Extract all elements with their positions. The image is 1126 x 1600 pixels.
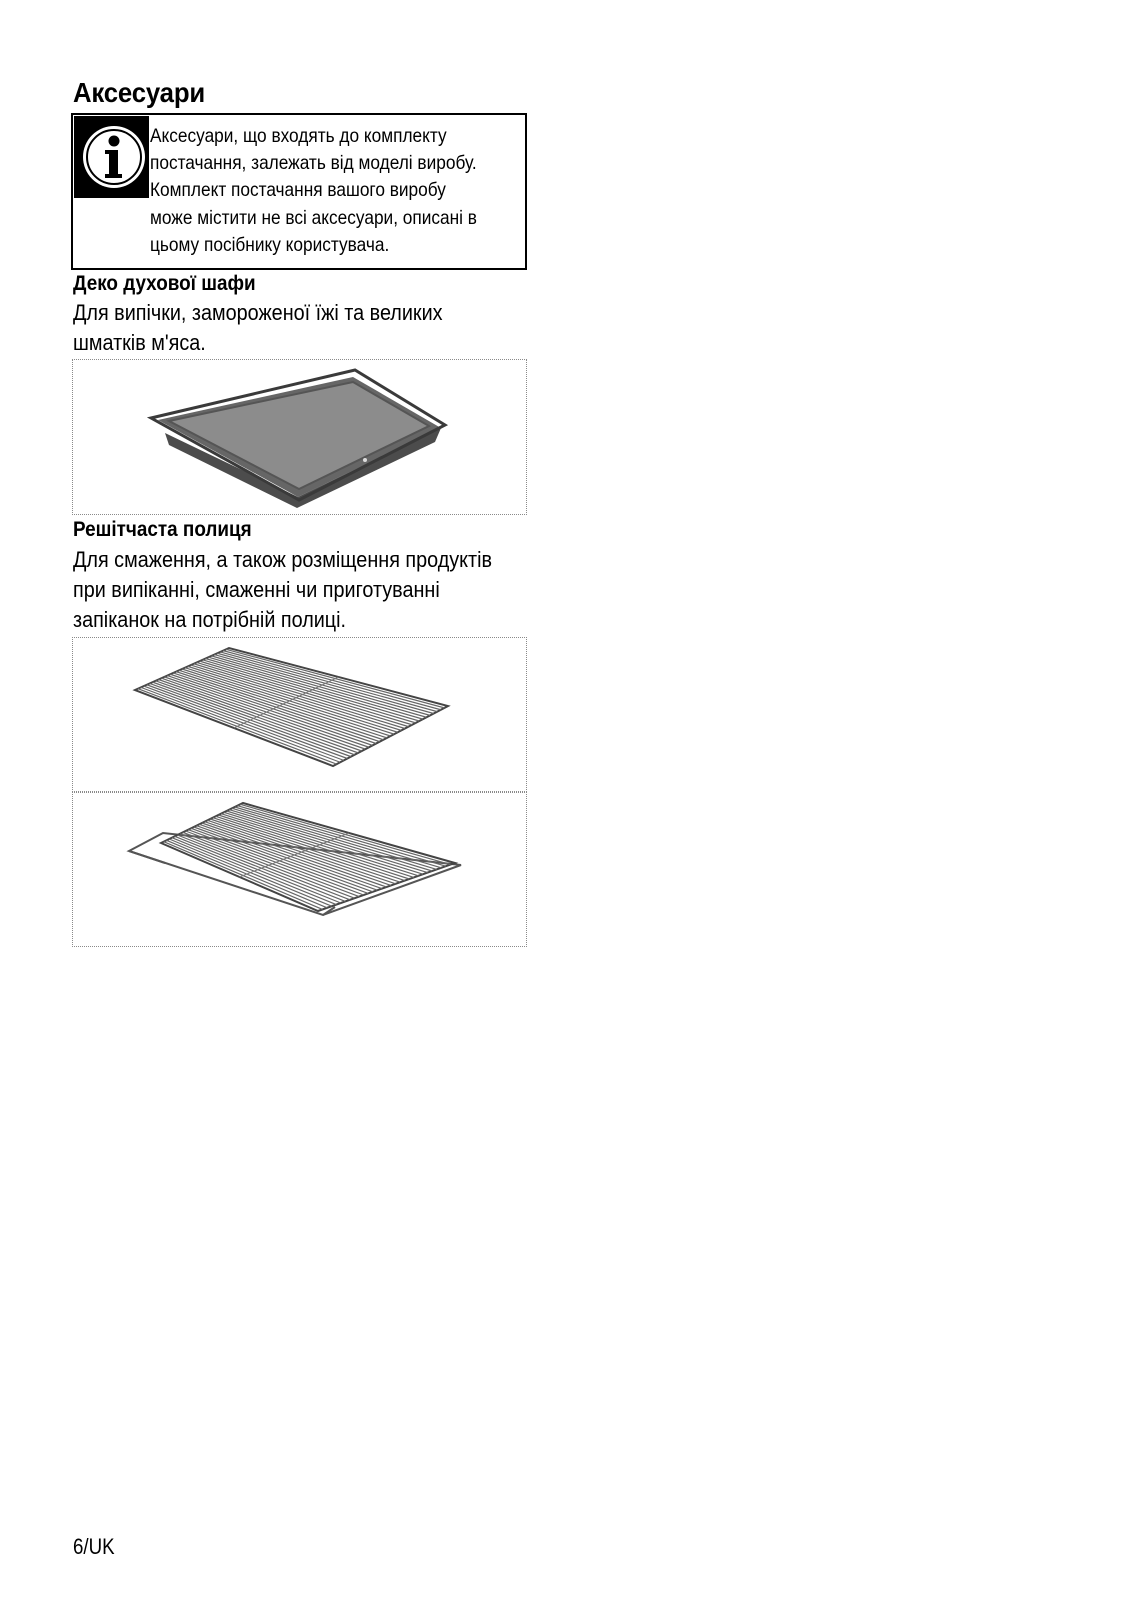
wire-grid-with-tray-image [73,793,528,948]
grid-description-line: при випіканні, смаженні чи приготуванні [73,577,440,602]
page-number: 6/UK [73,1534,115,1559]
info-note-line: цьому посібнику користувача. [150,234,390,256]
grid-figure-top [72,637,527,792]
tray-description-line: Для випічки, замороженої їжі та великих [73,300,443,325]
grid-heading: Решітчаста полиця [73,518,252,541]
tray-heading: Деко духової шафи [73,272,256,295]
grid-description-line: Для смаження, а також розміщення продуктів [73,547,493,572]
grid-description-line: запіканок на потрібній полиці. [73,607,347,632]
section-title: Аксесуари [73,77,206,108]
wire-grid-image [73,638,528,793]
tray-description-line: шматків м'яса. [73,330,206,355]
info-note-text [150,123,487,259]
grid-figure-bottom [72,792,527,947]
info-note-box [71,113,527,270]
info-note-line: Аксесуари, що входять до комплекту [150,126,447,147]
info-note-line: Комплект постачання вашого виробу [150,180,446,202]
baking-tray-image [73,360,528,516]
info-note-line: постачання, залежать від моделі виробу. [150,153,477,175]
tray-figure [72,359,527,515]
info-icon [74,116,149,198]
info-note-line: може містити не всі аксесуари, описані в [150,207,477,229]
